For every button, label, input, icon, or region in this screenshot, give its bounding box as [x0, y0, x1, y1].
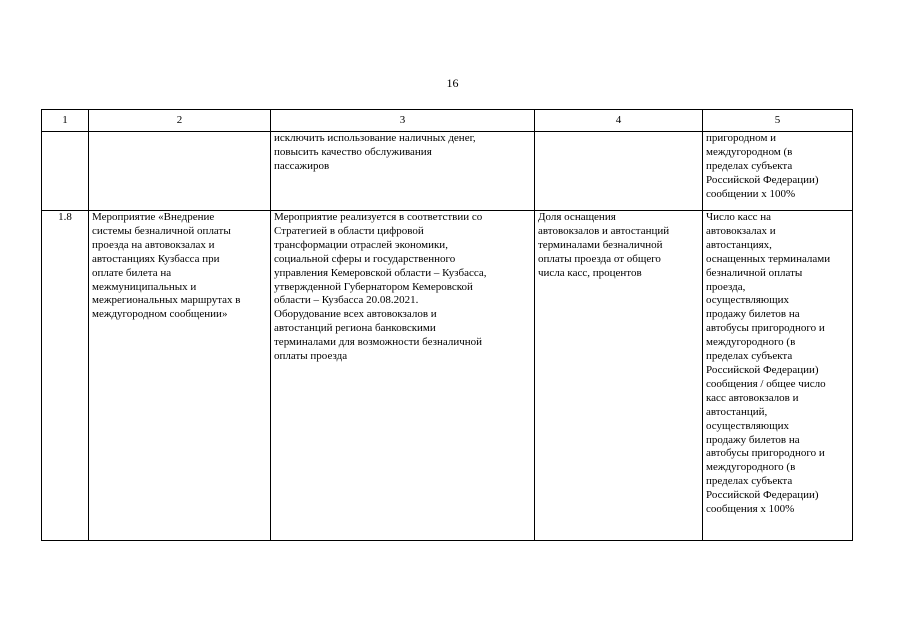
cell-measure-name [89, 211, 271, 541]
header-col-2: 2 [89, 110, 271, 132]
cell-text: исключить использование наличных денег, повысить качество обслуживания пассажиров [274, 132, 476, 172]
cell-measure-name [89, 132, 271, 211]
cell-text: Доля оснащения автовокзалов и автостанций терминалами безналичной оплаты проезда от общего числа касс, процентов [538, 211, 670, 279]
cell-text: 1.8 [58, 211, 72, 223]
cell-text: Число касс на автовокзалах и автостанциях, оснащенных терминалами безналичной оплаты проезда, осуществляющих продажу билетов на автобусы пригородного и междугородного (в пределах субъекта Российской Федерации) сообщения / общее число касс автовокзалов и автостанций, осуществляющих продажу билетов на автобусы пригородного и междугородного (в пределах субъекта Российской Федерации) сообщения х 100% [706, 211, 831, 516]
header-col-1: 1 [42, 110, 89, 132]
cell-measure-description [271, 211, 535, 541]
header-col-4: 4 [535, 110, 703, 132]
table-row-continuation [42, 132, 853, 211]
cell-formula [703, 211, 853, 541]
table-row-1-8 [42, 211, 853, 541]
page-number: 16 [446, 76, 459, 90]
cell-measure-description [271, 132, 535, 211]
measures-table [41, 109, 853, 541]
cell-number [42, 211, 89, 541]
cell-text: Мероприятие «Внедрение системы безналичной оплаты проезда на автовокзалах и автостанциях Кузбасса при оплате билета на межмуниципальных и межрегиональных маршрутах в междугородном сообщении» [92, 211, 241, 321]
cell-indicator [535, 132, 703, 211]
cell-formula [703, 132, 853, 211]
table-header-row [42, 110, 853, 132]
cell-number [42, 132, 89, 211]
header-col-3: 3 [271, 110, 535, 132]
cell-text: пригородном и междугородном (в пределах субъекта Российской Федерации) сообщении х 100% [706, 132, 819, 200]
cell-text: Мероприятие реализуется в соответствии со Стратегией в области цифровой трансформации отраслей экономики, социальной сферы и государственного управления Кемеровской области – Кузбасса, утвержденной Губернатором Кемеровской области – Кузбасса 20.08.2021. Оборудование всех автовокзалов и автостанций региона банковскими терминалами для возможности безналичной оплаты проезда [274, 211, 487, 363]
header-col-5: 5 [703, 110, 853, 132]
cell-indicator [535, 211, 703, 541]
